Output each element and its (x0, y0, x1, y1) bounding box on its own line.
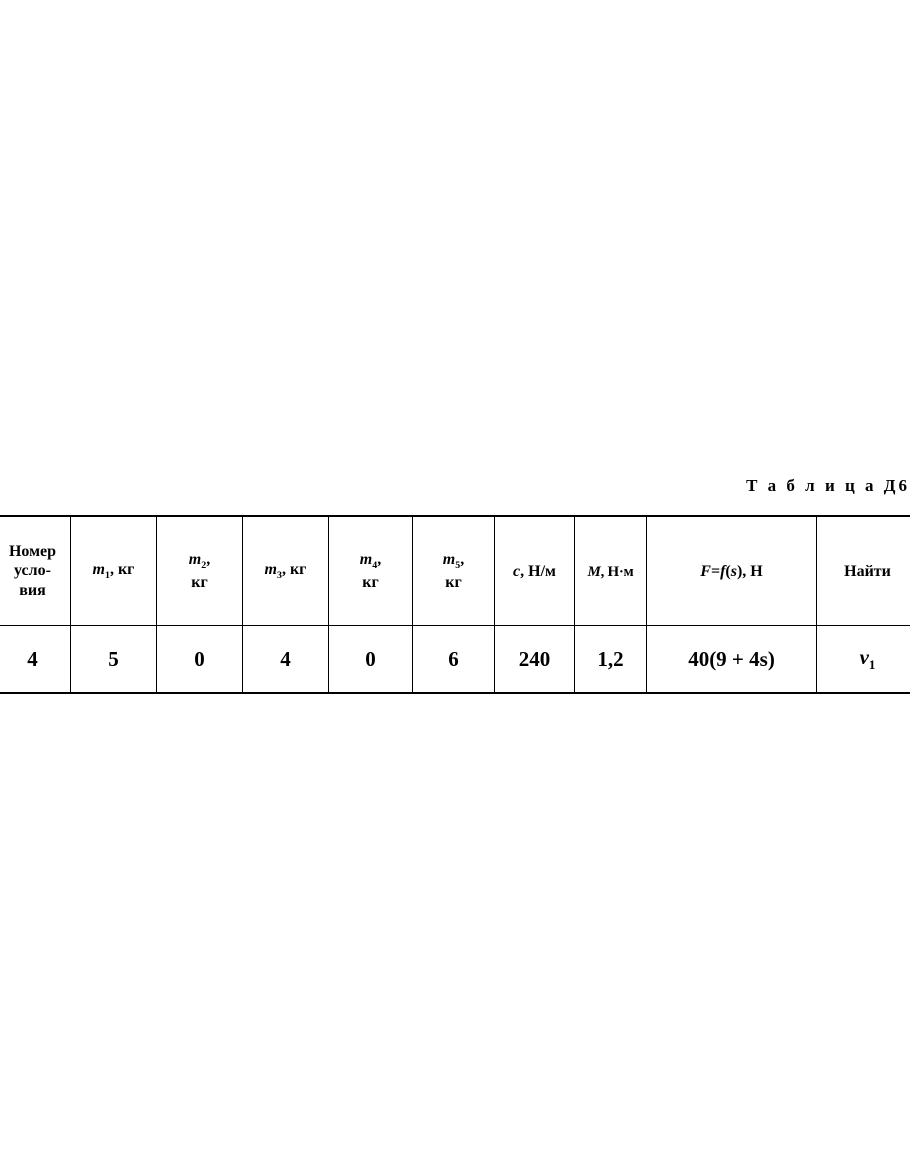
table-header-row (0, 516, 910, 626)
table-row (0, 626, 910, 694)
header-F: F=f(s), Н (647, 516, 817, 626)
cell-find: $v_1$ (817, 626, 910, 694)
header-number-condition (0, 516, 71, 626)
cell-number: 4 (0, 626, 71, 694)
cell-m1: 5 (71, 626, 157, 694)
header-m5: $m_5$, кг (413, 516, 495, 626)
header-m4: $m_4$, кг (329, 516, 413, 626)
header-line-2: усло- (14, 562, 51, 580)
cell-m2: 0 (157, 626, 243, 694)
table-caption: Т а б л и ц а Д6 (746, 476, 910, 495)
cell-m4: 0 (329, 626, 413, 694)
cell-m5: 6 (413, 626, 495, 694)
cell-F: 40(9 + 4s) (647, 626, 817, 694)
header-line-3: вия (19, 581, 46, 599)
cell-M: 1,2 (575, 626, 647, 694)
header-m3: $m_3$, кг (243, 516, 329, 626)
header-find: Найти (817, 516, 910, 626)
header-m2: $m_2$, кг (157, 516, 243, 626)
cell-c: 240 (495, 626, 575, 694)
header-c: c, Н/м (495, 516, 575, 626)
parameters-table (0, 515, 910, 694)
header-m1: $m_1$, кг (71, 516, 157, 626)
header-line-1: Номер (8, 543, 57, 561)
cell-m3: 4 (243, 626, 329, 694)
table-container (0, 515, 910, 694)
header-M: M, Н·м (575, 516, 647, 626)
